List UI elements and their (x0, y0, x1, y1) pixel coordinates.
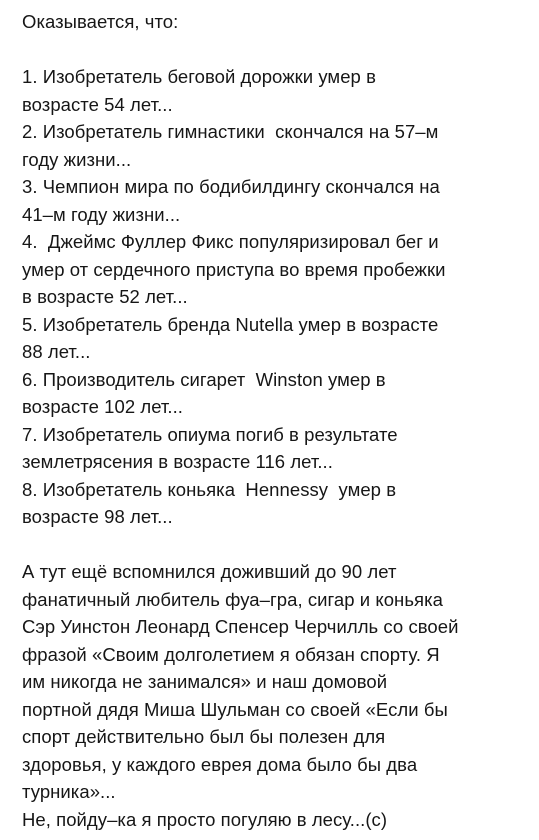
fact-item-5: 5. Изобретатель бренда Nutella умер в возрасте 88 лет... (22, 313, 439, 362)
fact-item-6: 6. Производитель сигарет Winston умер в возрасте 102 лет... (22, 368, 386, 417)
fact-item-3: 3. Чемпион мира по бодибилдингу скончался на 41–м году жизни... (22, 176, 440, 225)
fact-item-4: 4. Джеймс Фуллер Фикс популяризировал бег и умер от сердечного приступа во время пробежки в возрасте 52 лет... (22, 231, 446, 307)
closing-paragraph: А тут ещё вспомнился доживший до 90 лет фанатичный любитель фуа–гра, сигар и коньяка Сэр Уинстон Леонард Спенсер Черчилль со своей фразой «Своим долголетием я обязан спорту. Я им никогда не занимался» и наш домовой портной дядя Миша Шульман со своей «Если бы спорт действительно был бы полезен для здоровья, у каждого еврея дома было бы два турника»... (22, 561, 459, 802)
fact-item-2: 2. Изобретатель гимнастики скончался на 57–м году жизни... (22, 121, 439, 170)
closing-final-line: Не, пойду–ка я просто погуляю в лесу...(с) (22, 808, 388, 830)
intro-line: Оказывается, что: (22, 11, 179, 32)
fact-item-8: 8. Изобретатель коньяка Hennessy умер в возрасте 98 лет... (22, 478, 397, 527)
closing-section (22, 558, 525, 833)
fact-item-1: 1. Изобретатель беговой дорожки умер в возрасте 54 лет... (22, 66, 376, 115)
facts-list (22, 63, 525, 531)
fact-item-7: 7. Изобретатель опиума погиб в результате землетрясения в возрасте 116 лет... (22, 423, 398, 472)
